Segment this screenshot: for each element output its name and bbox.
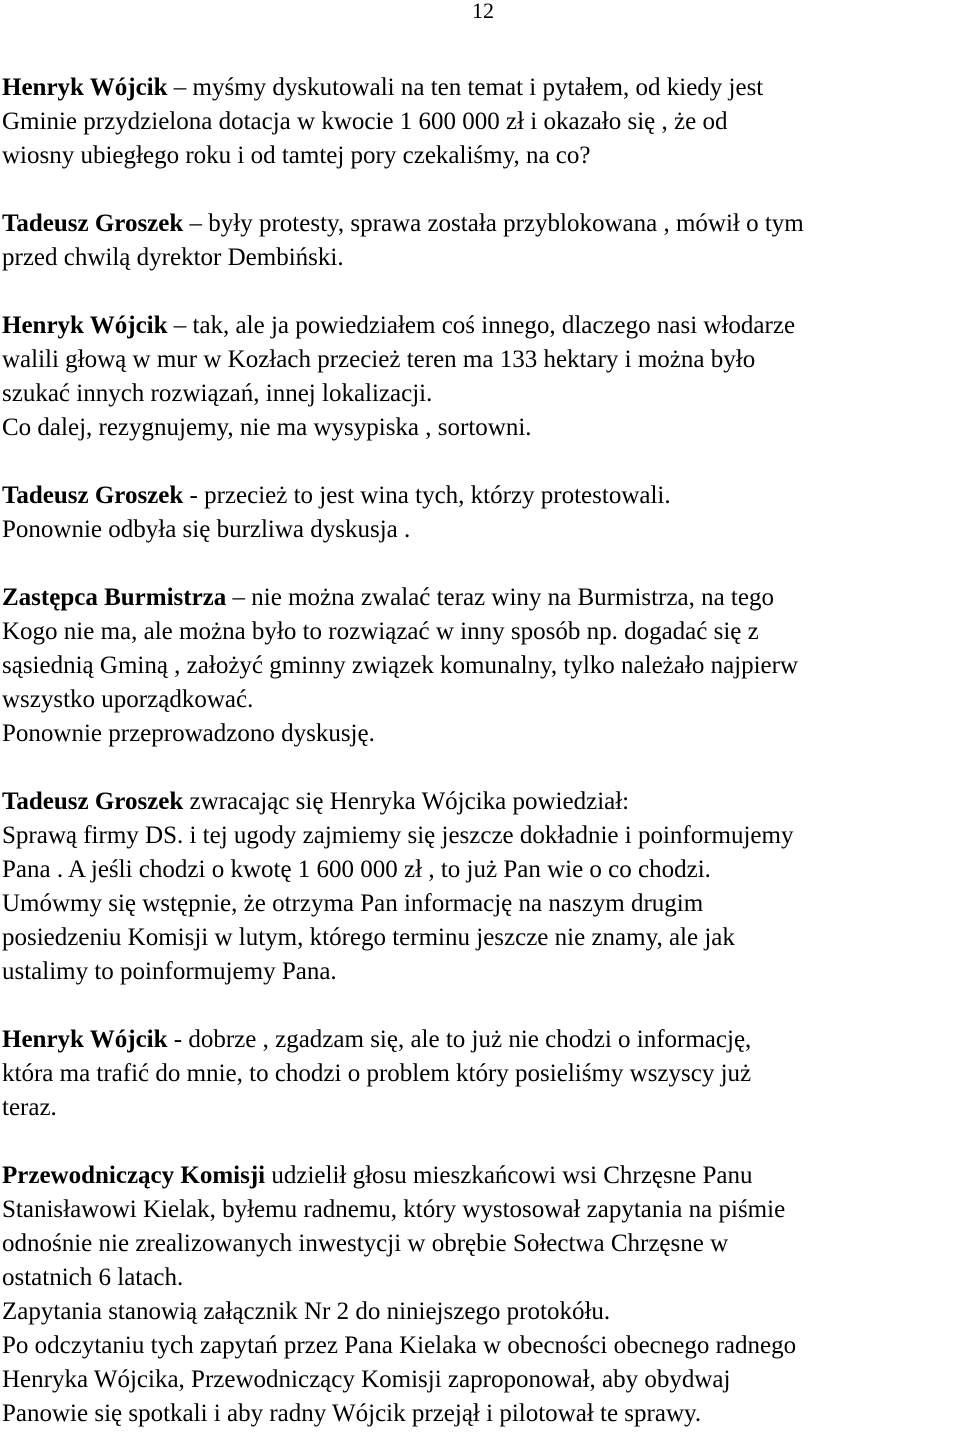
- text-line: [2, 139, 960, 173]
- text-segment: Henryka Wójcika, Przewodniczący Komisji zaproponował, aby obydwaj: [2, 1366, 731, 1393]
- text-segment: - dobrze , zgadzam się, ale to już nie chodzi o informację,: [167, 1026, 752, 1053]
- text-segment: zwracając się Henryka Wójcika powiedział:: [183, 788, 630, 815]
- text-line: [2, 1295, 960, 1329]
- text-segment: Ponownie odbyła się burzliwa dyskusja .: [2, 516, 411, 543]
- text-line: [2, 887, 960, 921]
- text-line: [2, 411, 960, 445]
- speaker-name: Tadeusz Groszek: [2, 210, 184, 237]
- text-segment: – były protesty, sprawa została przyblokowana , mówił o tym: [183, 210, 804, 237]
- text-segment: udzielił głosu mieszkańcowi wsi Chrzęsne Panu: [265, 1162, 753, 1189]
- text-line: [2, 513, 960, 547]
- text-segment: teraz.: [2, 1094, 57, 1121]
- speaker-name: Tadeusz Groszek: [2, 788, 184, 815]
- text-segment: posiedzeniu Komisji w lutym, którego terminu jeszcze nie znamy, ale jak: [2, 924, 735, 951]
- paragraph: [2, 1023, 960, 1125]
- text-segment: Gminie przydzielona dotacja w kwocie 1 600 000 zł i okazało się , że od: [2, 108, 728, 135]
- paragraph-gap: [2, 989, 960, 1023]
- paragraph: [2, 479, 960, 547]
- speaker-name: Tadeusz Groszek: [2, 482, 184, 509]
- text-segment: Zapytania stanowią załącznik Nr 2 do niniejszego protokółu.: [2, 1298, 611, 1325]
- text-line: [2, 105, 960, 139]
- paragraph: [2, 71, 960, 173]
- text-line: [2, 955, 960, 989]
- text-line: [2, 1023, 960, 1057]
- paragraph-gap: [2, 751, 960, 785]
- text-line: [2, 1227, 960, 1261]
- text-line: [2, 241, 960, 275]
- text-segment: wiosny ubiegłego roku i od tamtej pory czekaliśmy, na co?: [2, 142, 591, 169]
- speaker-name: Henryk Wójcik: [2, 74, 168, 101]
- document-body: [2, 71, 960, 1431]
- text-segment: walili głową w mur w Kozłach przecież teren ma 133 hektary i można było: [2, 346, 756, 373]
- text-segment: przed chwilą dyrektor Dembiński.: [2, 244, 344, 271]
- paragraph-gap: [2, 275, 960, 309]
- speaker-name: Zastępca Burmistrza: [2, 584, 227, 611]
- text-line: [2, 819, 960, 853]
- text-line: [2, 683, 960, 717]
- text-line: [2, 1193, 960, 1227]
- text-segment: Umówmy się wstępnie, że otrzyma Pan informację na naszym drugim: [2, 890, 704, 917]
- text-line: [2, 1329, 960, 1363]
- paragraph: [2, 581, 960, 751]
- text-segment: – myśmy dyskutowali na ten temat i pytałem, od kiedy jest: [167, 74, 764, 101]
- text-line: [2, 785, 960, 819]
- text-line: [2, 921, 960, 955]
- text-line: [2, 1159, 960, 1193]
- text-line: [2, 377, 960, 411]
- page-number: 12: [472, 0, 494, 23]
- paragraph: [2, 207, 960, 275]
- paragraph: [2, 309, 960, 445]
- text-line: [2, 581, 960, 615]
- paragraph-gap: [2, 445, 960, 479]
- text-line: [2, 343, 960, 377]
- speaker-name: Henryk Wójcik: [2, 1026, 168, 1053]
- text-segment: odnośnie nie zrealizowanych inwestycji w obrębie Sołectwa Chrzęsne w: [2, 1230, 729, 1257]
- paragraph-gap: [2, 173, 960, 207]
- text-line: [2, 1091, 960, 1125]
- text-line: [2, 479, 960, 513]
- text-line: [2, 615, 960, 649]
- text-segment: wszystko uporządkować.: [2, 686, 254, 713]
- text-segment: Sprawą firmy DS. i tej ugody zajmiemy się jeszcze dokładnie i poinformujemy: [2, 822, 794, 849]
- text-line: [2, 853, 960, 887]
- text-line: [2, 71, 960, 105]
- text-segment: która ma trafić do mnie, to chodzi o problem który posieliśmy wszyscy już: [2, 1060, 752, 1087]
- text-segment: Co dalej, rezygnujemy, nie ma wysypiska , sortowni.: [2, 414, 532, 441]
- text-segment: - przecież to jest wina tych, którzy protestowali.: [183, 482, 671, 509]
- text-segment: – tak, ale ja powiedziałem coś innego, dlaczego nasi włodarze: [167, 312, 796, 339]
- text-line: [2, 1363, 960, 1397]
- text-line: [2, 207, 960, 241]
- text-segment: Pana . A jeśli chodzi o kwotę 1 600 000 zł , to już Pan wie o co chodzi.: [2, 856, 711, 883]
- speaker-name: Henryk Wójcik: [2, 312, 168, 339]
- text-segment: ostatnich 6 latach.: [2, 1264, 184, 1291]
- text-segment: Ponownie przeprowadzono dyskusję.: [2, 720, 375, 747]
- text-segment: Stanisławowi Kielak, byłemu radnemu, który wystosował zapytania na piśmie: [2, 1196, 786, 1223]
- text-line: [2, 717, 960, 751]
- text-segment: szukać innych rozwiązań, innej lokalizacji.: [2, 380, 433, 407]
- paragraph: [2, 1159, 960, 1431]
- text-segment: Po odczytaniu tych zapytań przez Pana Kielaka w obecności obecnego radnego: [2, 1332, 797, 1359]
- text-segment: Panowie się spotkali i aby radny Wójcik przejął i pilotował te sprawy.: [2, 1400, 702, 1427]
- text-segment: – nie można zwalać teraz winy na Burmistrza, na tego: [226, 584, 774, 611]
- paragraph-gap: [2, 547, 960, 581]
- text-line: [2, 309, 960, 343]
- text-line: [2, 1057, 960, 1091]
- text-segment: sąsiednią Gminą , założyć gminny związek komunalny, tylko należało najpierw: [2, 652, 799, 679]
- text-segment: ustalimy to poinformujemy Pana.: [2, 958, 337, 985]
- text-segment: Kogo nie ma, ale można było to rozwiązać w inny sposób np. dogadać się z: [2, 618, 759, 645]
- paragraph-gap: [2, 1125, 960, 1159]
- text-line: [2, 1397, 960, 1431]
- speaker-name: Przewodniczący Komisji: [2, 1162, 266, 1189]
- text-line: [2, 1261, 960, 1295]
- text-line: [2, 649, 960, 683]
- paragraph: [2, 785, 960, 989]
